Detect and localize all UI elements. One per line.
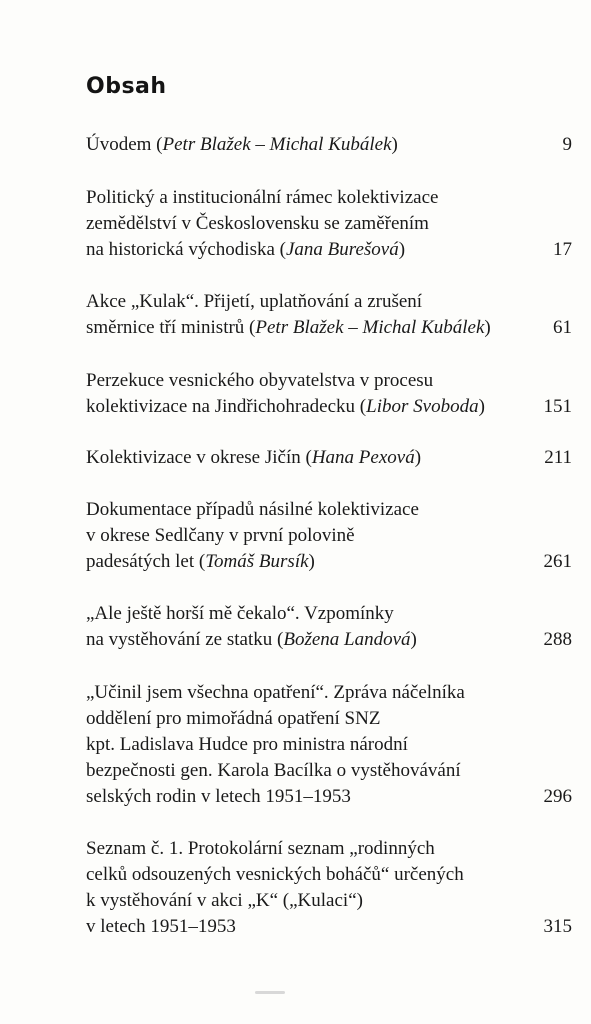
toc-page-number: 17 — [553, 239, 572, 260]
toc-entry — [86, 601, 572, 653]
toc-entry-title — [86, 394, 485, 420]
toc-entry-author: Tomáš Bursík — [205, 551, 309, 572]
toc-entry-author: Petr Blažek – Michal Kubálek — [255, 317, 485, 338]
toc-entry-line — [86, 914, 572, 940]
toc-entry — [86, 680, 572, 810]
toc-entry-author: Jana Burešová — [285, 239, 399, 260]
page-title: Obsah — [86, 74, 167, 99]
toc-entry-paren: ) — [478, 396, 485, 417]
toc-entry-line — [86, 132, 572, 158]
toc-entry-line: „Učinil jsem všechna opatření“. Zpráva náčelníka — [86, 682, 465, 703]
toc-entry-text: v letech 1951–1953 — [86, 916, 236, 937]
toc-entry — [86, 185, 572, 263]
toc-entry-line — [86, 627, 572, 653]
toc-entry-line: oddělení pro mimořádná opatření SNZ — [86, 708, 381, 729]
toc-entry-line: k vystěhování v akci „K“ („Kulaci“) — [86, 890, 363, 911]
toc-entry-title — [86, 627, 417, 653]
toc-entry-text: na vystěhování ze statku ( — [86, 629, 284, 650]
toc-entry-line — [86, 394, 572, 420]
toc-page-number: 315 — [543, 916, 572, 937]
toc-entry-line — [86, 549, 572, 575]
toc-entry — [86, 836, 572, 940]
toc-entry-paren: ) — [398, 239, 406, 260]
toc-entry — [86, 368, 572, 420]
toc-entry-line: zemědělství v Československu se zaměřením — [86, 213, 429, 234]
toc-entry — [86, 289, 572, 341]
toc-page-number: 211 — [544, 447, 572, 468]
toc-page-number: 61 — [553, 317, 572, 338]
toc-entry-line: kpt. Ladislava Hudce pro ministra národní — [86, 734, 408, 755]
toc-entry-author: Libor Svoboda — [366, 396, 479, 417]
toc-entry-text: padesátých let ( — [86, 551, 206, 572]
toc-entry-line — [86, 315, 572, 341]
toc-entry-line: celků odsouzených vesnických boháčů“ určených — [86, 864, 464, 885]
toc-entry-title — [86, 549, 315, 575]
toc-page-number: 151 — [543, 396, 572, 417]
toc-entry-line: Seznam č. 1. Protokolární seznam „rodinných — [86, 838, 435, 859]
toc-entry-line — [86, 445, 572, 471]
toc-entry-text: na historická východiska ( — [86, 239, 286, 260]
toc-page-number: 288 — [543, 629, 572, 650]
toc-entry-title — [86, 315, 491, 341]
toc-entry-title — [86, 132, 398, 158]
toc-entry-title — [86, 914, 236, 940]
toc-entry-line: v okrese Sedlčany v první polovině — [86, 525, 355, 546]
toc-entry-text: selských rodin v letech 1951–1953 — [86, 786, 351, 807]
toc-page-number: 261 — [543, 551, 572, 572]
toc-entry-line: Perzekuce vesnického obyvatelstva v procesu — [86, 370, 434, 391]
toc-entry-text: Kolektivizace v okrese Jičín ( — [86, 447, 312, 468]
toc-entry-line: bezpečnosti gen. Karola Bacílka o vystěhovávání — [86, 760, 461, 781]
page-smudge — [255, 991, 285, 994]
toc-entry-title — [86, 445, 421, 471]
toc-entry-text: Úvodem ( — [86, 134, 163, 155]
toc-entry-title — [86, 784, 351, 810]
toc-entry-line: Politický a institucionální rámec kolektivizace — [86, 187, 439, 208]
toc-entry-author: Petr Blažek – Michal Kubálek — [162, 134, 392, 155]
toc-entry — [86, 497, 572, 575]
toc-entry-author: Božena Landová — [283, 629, 411, 650]
toc-entry-paren: ) — [391, 134, 398, 155]
toc-entry-paren: ) — [308, 551, 315, 572]
toc-entry-line: Dokumentace případů násilné kolektivizace — [86, 499, 419, 520]
toc-entry-title — [86, 237, 405, 263]
toc-entry-text: kolektivizace na Jindřichohradecku ( — [86, 396, 367, 417]
toc-page-number: 296 — [543, 786, 572, 807]
toc-entry-paren: ) — [484, 317, 491, 338]
toc-entry-line — [86, 784, 572, 810]
toc-entry — [86, 132, 572, 158]
toc-entry-paren: ) — [410, 629, 417, 650]
toc-entry-line: Akce „Kulak“. Přijetí, uplatňování a zrušení — [86, 291, 423, 312]
toc-entry-line — [86, 237, 572, 263]
toc-entry-author: Hana Pexová — [311, 447, 415, 468]
toc-entry-line: „Ale ještě horší mě čekalo“. Vzpomínky — [86, 603, 394, 624]
toc-entry-paren: ) — [414, 447, 422, 468]
toc-entry — [86, 445, 572, 471]
toc-entry-text: směrnice tří ministrů ( — [86, 317, 256, 338]
toc-page-number: 9 — [562, 134, 572, 155]
